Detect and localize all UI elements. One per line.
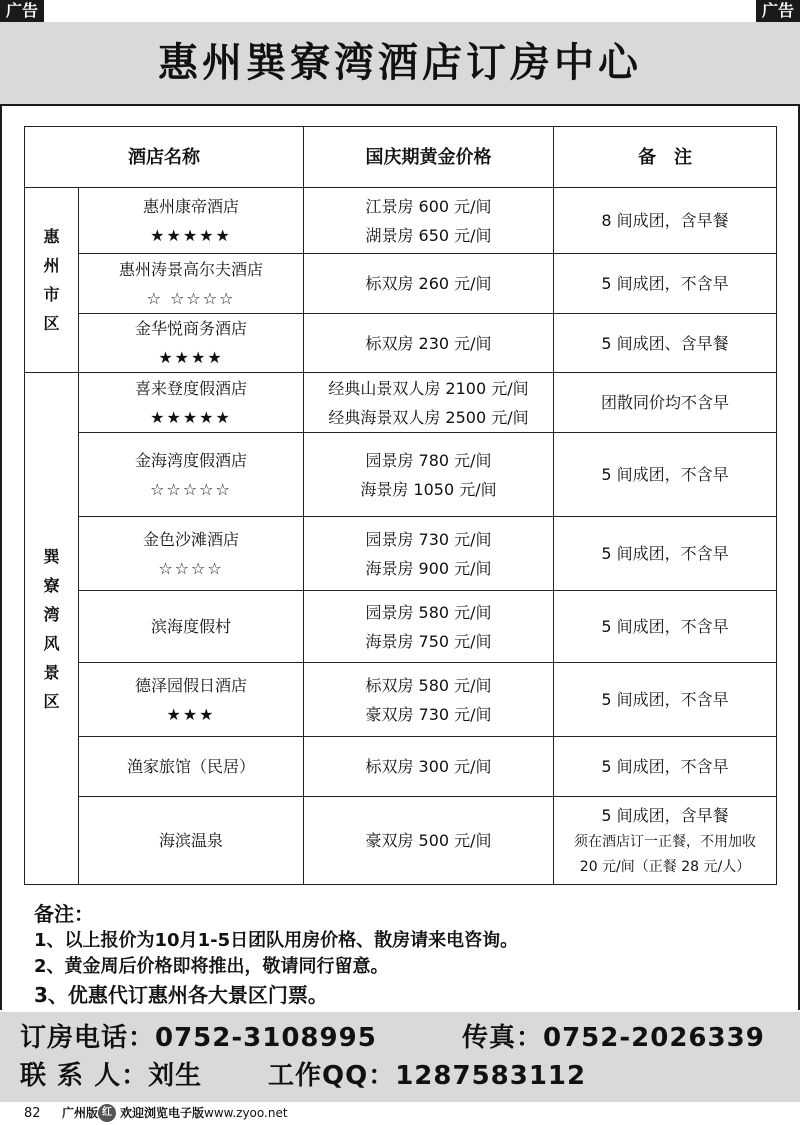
remark-text: 8 间成团，含早餐 bbox=[601, 211, 729, 230]
price-cell bbox=[304, 663, 554, 737]
hotel-name: 德泽园假日酒店 bbox=[134, 675, 247, 695]
frame-border-left bbox=[0, 104, 2, 1010]
room-price: 海景房 900 元/间 bbox=[365, 558, 492, 578]
ad-tag-left: 广告 bbox=[0, 0, 44, 22]
page-footer bbox=[0, 1102, 800, 1125]
hotel-name-cell bbox=[79, 797, 304, 885]
room-price: 园景房 580 元/间 bbox=[365, 602, 492, 622]
notes-section bbox=[34, 900, 774, 1010]
table-row bbox=[25, 188, 777, 254]
welcome-text: 欢迎浏览电子版 bbox=[120, 1106, 205, 1120]
region-label-char: 风 bbox=[43, 633, 60, 653]
table-row bbox=[25, 737, 777, 797]
price-cell bbox=[304, 591, 554, 663]
remarks-cell bbox=[554, 663, 777, 737]
hotel-name-cell bbox=[79, 314, 304, 373]
fax-number: 传真：0752-2026339 bbox=[462, 1023, 765, 1053]
remark-text: 20 元/间（正餐 28 元/人） bbox=[579, 858, 751, 875]
hotel-name-cell bbox=[79, 188, 304, 254]
table-row bbox=[25, 373, 777, 433]
table-row bbox=[25, 433, 777, 517]
region-label-char: 区 bbox=[43, 314, 60, 333]
room-price: 豪双房 730 元/间 bbox=[365, 704, 492, 724]
contact-person: 联 系 人：刘生 bbox=[20, 1061, 203, 1091]
table-row bbox=[25, 797, 777, 885]
remark-text: 5 间成团，不含早 bbox=[601, 690, 729, 709]
header-price: 国庆期黄金价格 bbox=[304, 127, 554, 188]
page-title: 惠州巽寮湾酒店订房中心 bbox=[158, 40, 642, 86]
hotel-stars: ☆☆☆☆☆ bbox=[150, 479, 232, 499]
room-price: 豪双房 500 元/间 bbox=[365, 831, 492, 850]
remark-text: 5 间成团，不含早 bbox=[601, 465, 729, 484]
price-cell bbox=[304, 433, 554, 517]
room-price: 园景房 730 元/间 bbox=[365, 529, 492, 549]
remark-text: 5 间成团，不含早 bbox=[601, 274, 729, 293]
region-label-char: 巽 bbox=[43, 546, 60, 566]
region-label-char: 区 bbox=[43, 691, 60, 711]
table-row bbox=[25, 254, 777, 314]
room-price: 标双房 230 元/间 bbox=[365, 333, 492, 353]
room-price: 标双房 300 元/间 bbox=[365, 757, 492, 776]
remark-text: 5 间成团，含早餐 bbox=[601, 805, 729, 825]
room-price: 湖景房 650 元/间 bbox=[365, 225, 492, 245]
hotel-name: 金海湾度假酒店 bbox=[134, 450, 247, 470]
price-cell bbox=[304, 517, 554, 591]
hotel-stars: ☆ ☆☆☆☆ bbox=[146, 288, 236, 308]
work-qq: 工作QQ：1287583112 bbox=[268, 1061, 587, 1091]
hotel-name-cell bbox=[79, 663, 304, 737]
hotel-stars: ☆☆☆☆ bbox=[158, 558, 224, 578]
header-remarks: 备 注 bbox=[554, 127, 777, 188]
price-cell bbox=[304, 254, 554, 314]
room-price: 标双房 580 元/间 bbox=[365, 675, 492, 695]
remark-text: 5 间成团，不含早 bbox=[601, 617, 729, 636]
room-price: 海景房 1050 元/间 bbox=[360, 479, 497, 499]
hotel-name: 金华悦商务酒店 bbox=[134, 319, 247, 338]
hotel-stars: ★★★★★ bbox=[150, 225, 232, 245]
page-number: 82 bbox=[24, 1106, 41, 1121]
booking-phone: 订房电话：0752-3108995 bbox=[20, 1023, 377, 1053]
edition-label: 广州版 bbox=[62, 1106, 99, 1120]
hotel-name: 惠州涛景高尔夫酒店 bbox=[118, 259, 263, 279]
header-hotel-name: 酒店名称 bbox=[25, 127, 304, 188]
remark-text: 须在酒店订一正餐，不用加收 bbox=[574, 833, 756, 850]
price-cell bbox=[304, 737, 554, 797]
remark-text: 5 间成团，不含早 bbox=[601, 544, 729, 563]
hotel-price-table bbox=[24, 126, 777, 885]
remarks-cell bbox=[554, 433, 777, 517]
hotel-name: 喜来登度假酒店 bbox=[134, 378, 247, 398]
hotel-stars: ★★★★ bbox=[158, 348, 224, 367]
room-price: 经典海景双人房 2500 元/间 bbox=[328, 407, 529, 427]
hotel-name-cell bbox=[79, 591, 304, 663]
remarks-cell bbox=[554, 517, 777, 591]
room-price: 江景房 600 元/间 bbox=[365, 196, 492, 216]
table-row bbox=[25, 517, 777, 591]
note-line-2: 2、黄金周后价格即将推出，敬请同行留意。 bbox=[34, 956, 389, 977]
region-label-cell bbox=[25, 373, 79, 885]
remarks-cell bbox=[554, 591, 777, 663]
notes-title: 备注： bbox=[34, 902, 94, 926]
hotel-name: 滨海度假村 bbox=[150, 617, 231, 636]
ad-tag-right: 广告 bbox=[756, 0, 800, 22]
hotel-name-cell bbox=[79, 517, 304, 591]
price-cell bbox=[304, 188, 554, 254]
hotel-name-cell bbox=[79, 254, 304, 314]
table-header-row bbox=[25, 127, 777, 188]
region-label-char: 州 bbox=[43, 256, 60, 275]
region-label-char: 寮 bbox=[43, 575, 60, 595]
note-line-3: 3、优惠代订惠州各大景区门票。 bbox=[34, 983, 328, 1007]
remarks-cell bbox=[554, 254, 777, 314]
hotel-name: 金色沙滩酒店 bbox=[142, 529, 239, 549]
remarks-cell bbox=[554, 314, 777, 373]
hotel-name-cell bbox=[79, 433, 304, 517]
hotel-name-cell bbox=[79, 373, 304, 433]
site-url: www.zyoo.net bbox=[204, 1106, 288, 1120]
remarks-cell bbox=[554, 188, 777, 254]
hotel-stars: ★★★ bbox=[166, 704, 216, 724]
hotel-name-cell bbox=[79, 737, 304, 797]
room-price: 标双房 260 元/间 bbox=[365, 274, 492, 293]
hotel-name: 海滨温泉 bbox=[158, 831, 223, 850]
table-row bbox=[25, 663, 777, 737]
remarks-cell bbox=[554, 737, 777, 797]
title-band bbox=[0, 22, 800, 106]
room-price: 经典山景双人房 2100 元/间 bbox=[328, 378, 529, 398]
remark-text: 团散同价均不含早 bbox=[600, 393, 729, 412]
note-line-1: 1、以上报价为10月1-5日团队用房价格、散房请来电咨询。 bbox=[34, 930, 519, 951]
remark-text: 5 间成团、含早餐 bbox=[601, 333, 729, 353]
table-row bbox=[25, 314, 777, 373]
region-label-char: 湾 bbox=[43, 604, 60, 624]
price-cell bbox=[304, 797, 554, 885]
table-row bbox=[25, 591, 777, 663]
hotel-name: 惠州康帝酒店 bbox=[142, 196, 239, 216]
room-price: 海景房 750 元/间 bbox=[365, 631, 492, 651]
region-label-char: 惠 bbox=[43, 227, 60, 246]
region-label-char: 市 bbox=[43, 285, 60, 304]
price-cell bbox=[304, 373, 554, 433]
publisher-logo-icon: 红 bbox=[98, 1104, 116, 1122]
region-label-cell bbox=[25, 188, 79, 373]
hotel-stars: ★★★★★ bbox=[150, 407, 232, 427]
region-label-char: 景 bbox=[43, 662, 60, 682]
contact-band bbox=[0, 1012, 800, 1102]
hotel-name: 渔家旅馆（民居） bbox=[126, 757, 255, 776]
remarks-cell bbox=[554, 797, 777, 885]
hotel-table-body bbox=[25, 188, 777, 885]
price-cell bbox=[304, 314, 554, 373]
room-price: 园景房 780 元/间 bbox=[365, 450, 492, 470]
remarks-cell bbox=[554, 373, 777, 433]
remark-text: 5 间成团，不含早 bbox=[601, 757, 729, 776]
